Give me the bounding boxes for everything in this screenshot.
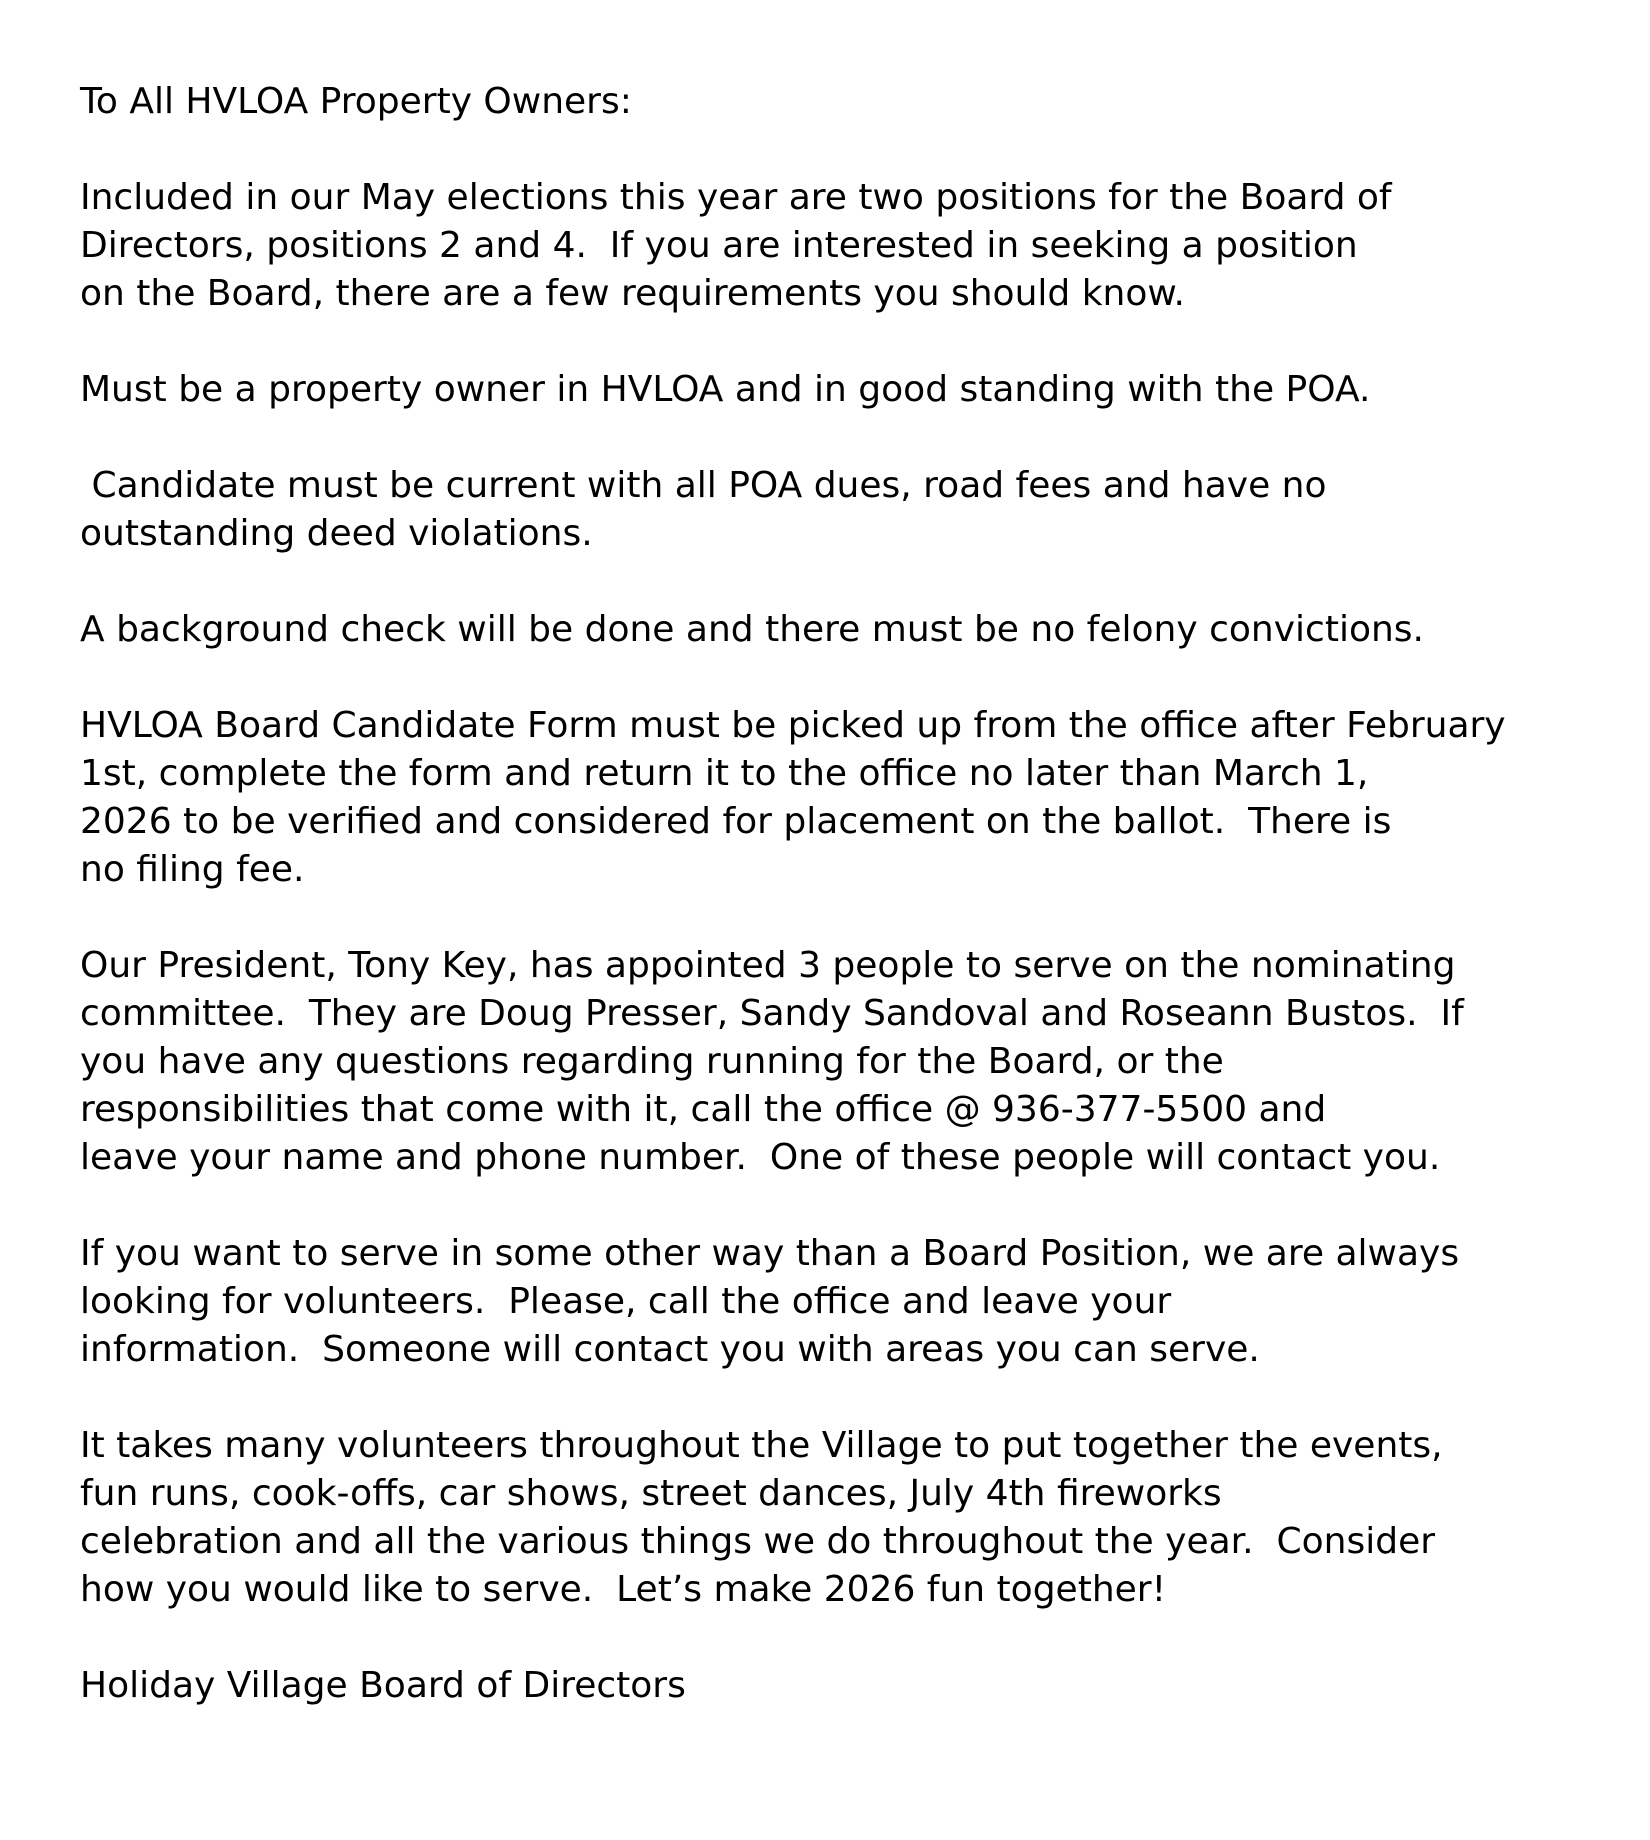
text-line: how you would like to serve. Let’s make 2026 fun together! [80,1569,1167,1610]
paragraph-background-check [80,606,1600,654]
text-line: 2026 to be verified and considered for placement on the ballot. There is [80,801,1392,842]
text-line: celebration and all the various things we do throughout the year. Consider [80,1521,1436,1562]
paragraph-candidate-form [80,702,1600,894]
signature [80,1662,1600,1710]
text-line: A background check will be done and there must be no felony convictions. [80,609,1424,650]
text-line: Candidate must be current with all POA dues, road fees and have no [80,465,1327,506]
text-line: Our President, Tony Key, has appointed 3 people to serve on the nominating [80,945,1456,986]
text-line: fun runs, cook-offs, car shows, street dances, July 4th fireworks [80,1473,1222,1514]
text-line: outstanding deed violations. [80,513,593,554]
text-line: leave your name and phone number. One of these people will contact you. [80,1137,1441,1178]
text-line: you have any questions regarding running for the Board, or the [80,1041,1224,1082]
text-line: If you want to serve in some other way than a Board Position, we are always [80,1233,1460,1274]
text-line: on the Board, there are a few requirements you should know. [80,273,1185,314]
salutation [80,78,1600,126]
text-line: Must be a property owner in HVLOA and in good standing with the POA. [80,369,1371,410]
text-line: responsibilities that come with it, call the office @ 936-377-5500 and [80,1089,1327,1130]
text-line: Included in our May elections this year are two positions for the Board of [80,177,1392,218]
paragraph-village-events [80,1422,1600,1614]
salutation-line: To All HVLOA Property Owners: [80,81,632,122]
text-line: looking for volunteers. Please, call the office and leave your [80,1281,1172,1322]
text-line: no filing fee. [80,849,305,890]
paragraph-election-positions [80,174,1600,318]
signature-line: Holiday Village Board of Directors [80,1665,686,1706]
text-line: committee. They are Doug Presser, Sandy Sandoval and Roseann Bustos. If [80,993,1464,1034]
text-line: 1st, complete the form and return it to the office no later than March 1, [80,753,1369,794]
letter-body [80,78,1600,1710]
paragraph-volunteers [80,1230,1600,1374]
text-line: It takes many volunteers throughout the Village to put together the events, [80,1425,1443,1466]
text-line: information. Someone will contact you with areas you can serve. [80,1329,1260,1370]
paragraph-nominating-committee [80,942,1600,1182]
paragraph-property-owner-requirement [80,366,1600,414]
paragraph-dues-requirement [80,462,1600,558]
text-line: HVLOA Board Candidate Form must be picked up from the office after February [80,705,1506,746]
text-line: Directors, positions 2 and 4. If you are interested in seeking a position [80,225,1358,266]
